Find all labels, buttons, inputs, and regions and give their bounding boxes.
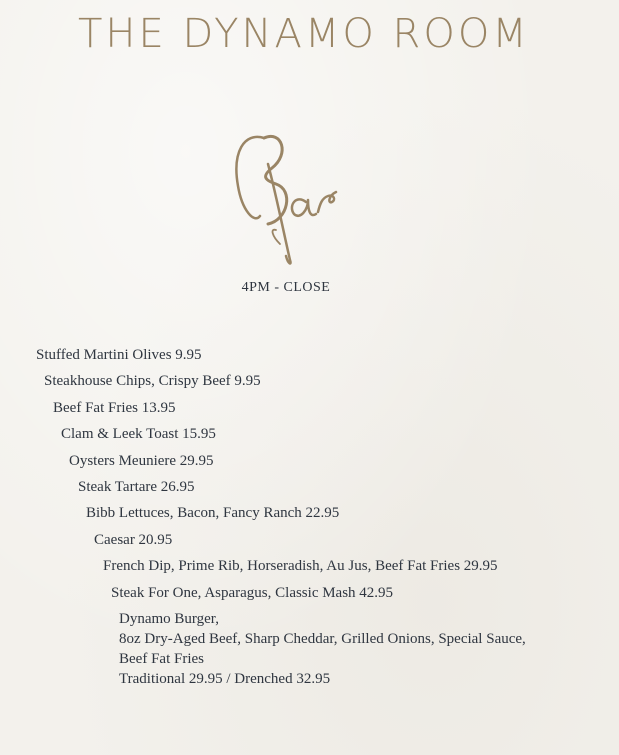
burger-menu-item (119, 609, 526, 689)
menu-item: Oysters Meuniere 29.95 (69, 453, 214, 469)
burger-description-line-1: 8oz Dry-Aged Beef, Sharp Cheddar, Grilled Onions, Special Sauce, (119, 631, 526, 647)
burger-description-line-2: Beef Fat Fries (119, 651, 204, 667)
menu-item: Steak Tartare 26.95 (78, 479, 195, 495)
menu-item: Stuffed Martini Olives 9.95 (36, 347, 202, 363)
burger-prices: Traditional 29.95 / Drenched 32.95 (119, 671, 331, 687)
bar-script-lettering (224, 124, 344, 274)
burger-name: Dynamo Burger, (119, 611, 219, 627)
menu-item: Steakhouse Chips, Crispy Beef 9.95 (44, 373, 261, 389)
menu-item: Clam & Leek Toast 15.95 (61, 426, 216, 442)
restaurant-title: THE DYNAMO ROOM (78, 11, 530, 57)
menu-item: Caesar 20.95 (94, 532, 173, 548)
menu-item: Steak For One, Asparagus, Classic Mash 42.95 (111, 585, 394, 601)
menu-item: Bibb Lettuces, Bacon, Fancy Ranch 22.95 (86, 505, 340, 521)
bar-script-heading (224, 124, 344, 274)
hours-text: 4PM - CLOSE (241, 280, 331, 295)
menu-item: Beef Fat Fries 13.95 (53, 400, 176, 416)
menu-item: French Dip, Prime Rib, Horseradish, Au Jus, Beef Fat Fries 29.95 (103, 558, 498, 574)
